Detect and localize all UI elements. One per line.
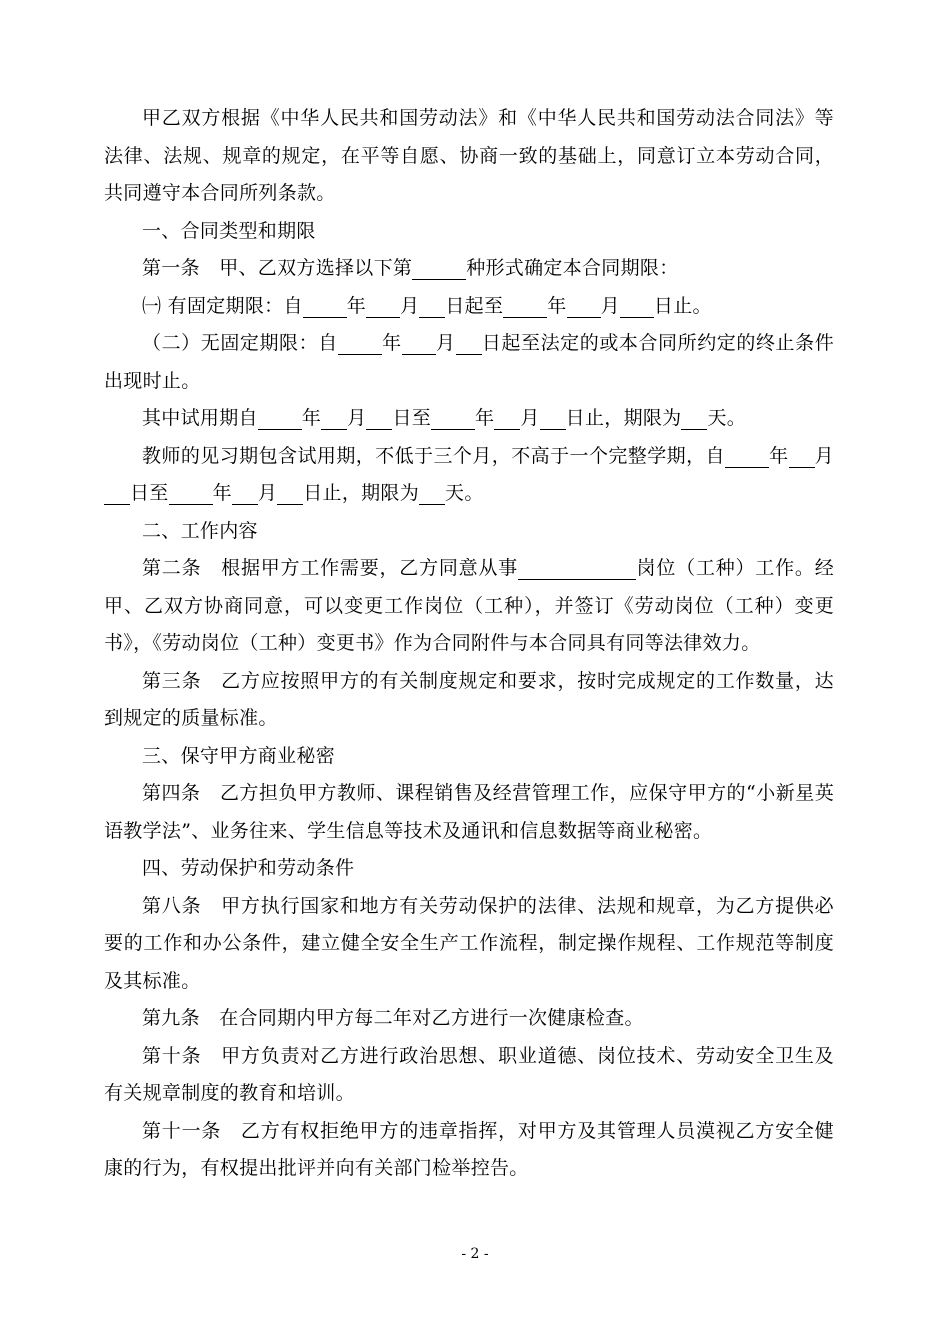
blank-option-number (412, 257, 466, 280)
article-2: 第二条 根据甲方工作需要，乙方同意从事 岗位（工种）工作。经甲、乙双方协商同意，可以变更工作岗位（工种），并签订《劳动岗位（工种）变更书》，《劳动岗位（工种）变更书》作为合同附件与本合同具有同等法律效力。 (104, 557, 834, 654)
blank-intern-days (419, 482, 445, 505)
blank-intern-end-day (277, 482, 303, 505)
article-11: 第十一条 乙方有权拒绝甲方的违章指挥，对甲方及其管理人员漠视乙方安全健康的行为，有权提出批评并向有关部门检举控告。 (104, 1119, 834, 1179)
blank-open-year (338, 332, 382, 355)
option-open-term: （二）无固定期限：自 年 月 日起至法定的或本合同所约定的终止条件出现时止。 (104, 332, 834, 392)
article-3: 第三条 乙方应按照甲方的有关制度规定和要求，按时完成规定的工作数量，达到规定的质量标准。 (104, 669, 834, 729)
article-1: 第一条 甲、乙双方选择以下第 种形式确定本合同期限： (142, 257, 679, 279)
blank-trial-start-month (321, 407, 347, 430)
blank-trial-end-month (494, 407, 520, 430)
blank-trial-start-day (366, 407, 392, 430)
blank-start-day (419, 295, 445, 318)
article-9: 第九条 在合同期内甲方每二年对乙方进行一次健康检查。 (142, 1007, 644, 1029)
article-4: 第四条 乙方担负甲方教师、课程销售及经营管理工作，应保守甲方的“小新星英语教学法”、业务往来、学生信息等技术及通讯和信息数据等商业秘密。 (104, 782, 834, 842)
blank-intern-end-year (169, 482, 213, 505)
blank-intern-end-month (232, 482, 258, 505)
section-heading-confidentiality: 三、保守甲方商业秘密 (142, 744, 336, 767)
probation-period: 其中试用期自 年 月 日至 年 月 日止，期限为 天。 (142, 407, 747, 429)
blank-intern-start-year (725, 445, 769, 468)
section-heading-contract-term: 一、合同类型和期限 (142, 219, 316, 242)
section-heading-work-content: 二、工作内容 (142, 519, 258, 542)
page-number: - 2 - (461, 1246, 489, 1262)
blank-open-month (402, 332, 436, 355)
article-8: 第八条 甲方执行国家和地方有关劳动保护的法律、法规和规章，为乙方提供必要的工作和办公条件，建立健全安全生产工作流程，制定操作规程、工作规范等制度及其标准。 (104, 894, 834, 992)
intro-paragraph: 甲乙双方根据《中华人民共和国劳动法》和《中华人民共和国劳动法合同法》等法律、法规、规章的规定，在平等自愿、协商一致的基础上，同意订立本劳动合同，共同遵守本合同所列条款。 (104, 107, 834, 204)
blank-trial-end-year (431, 407, 475, 430)
article-10: 第十条 甲方负责对乙方进行政治思想、职业道德、岗位技术、劳动安全卫生及有关规章制度的教育和培训。 (104, 1044, 834, 1104)
blank-trial-end-day (540, 407, 566, 430)
blank-end-year (503, 295, 547, 318)
blank-position (518, 557, 636, 580)
section-heading-labor-protection: 四、劳动保护和劳动条件 (142, 857, 355, 879)
option-fixed-term: ㈠ 有固定期限：自 年 月 日起至 年 月 日止。 (142, 294, 712, 317)
teacher-internship-period: 教师的见习期包含试用期，不低于三个月，不高于一个完整学期，自 年 月日至 年 月 日止，期限为 天。 (104, 438, 834, 513)
contract-body (104, 100, 834, 1188)
blank-open-day (456, 332, 482, 355)
blank-trial-days (681, 407, 707, 430)
blank-intern-start-day (104, 482, 130, 505)
blank-start-year (303, 295, 347, 318)
blank-start-month (366, 295, 400, 318)
blank-intern-start-month (789, 445, 815, 468)
blank-end-month (567, 295, 601, 318)
blank-end-day (620, 295, 654, 318)
blank-trial-start-year (258, 407, 302, 430)
